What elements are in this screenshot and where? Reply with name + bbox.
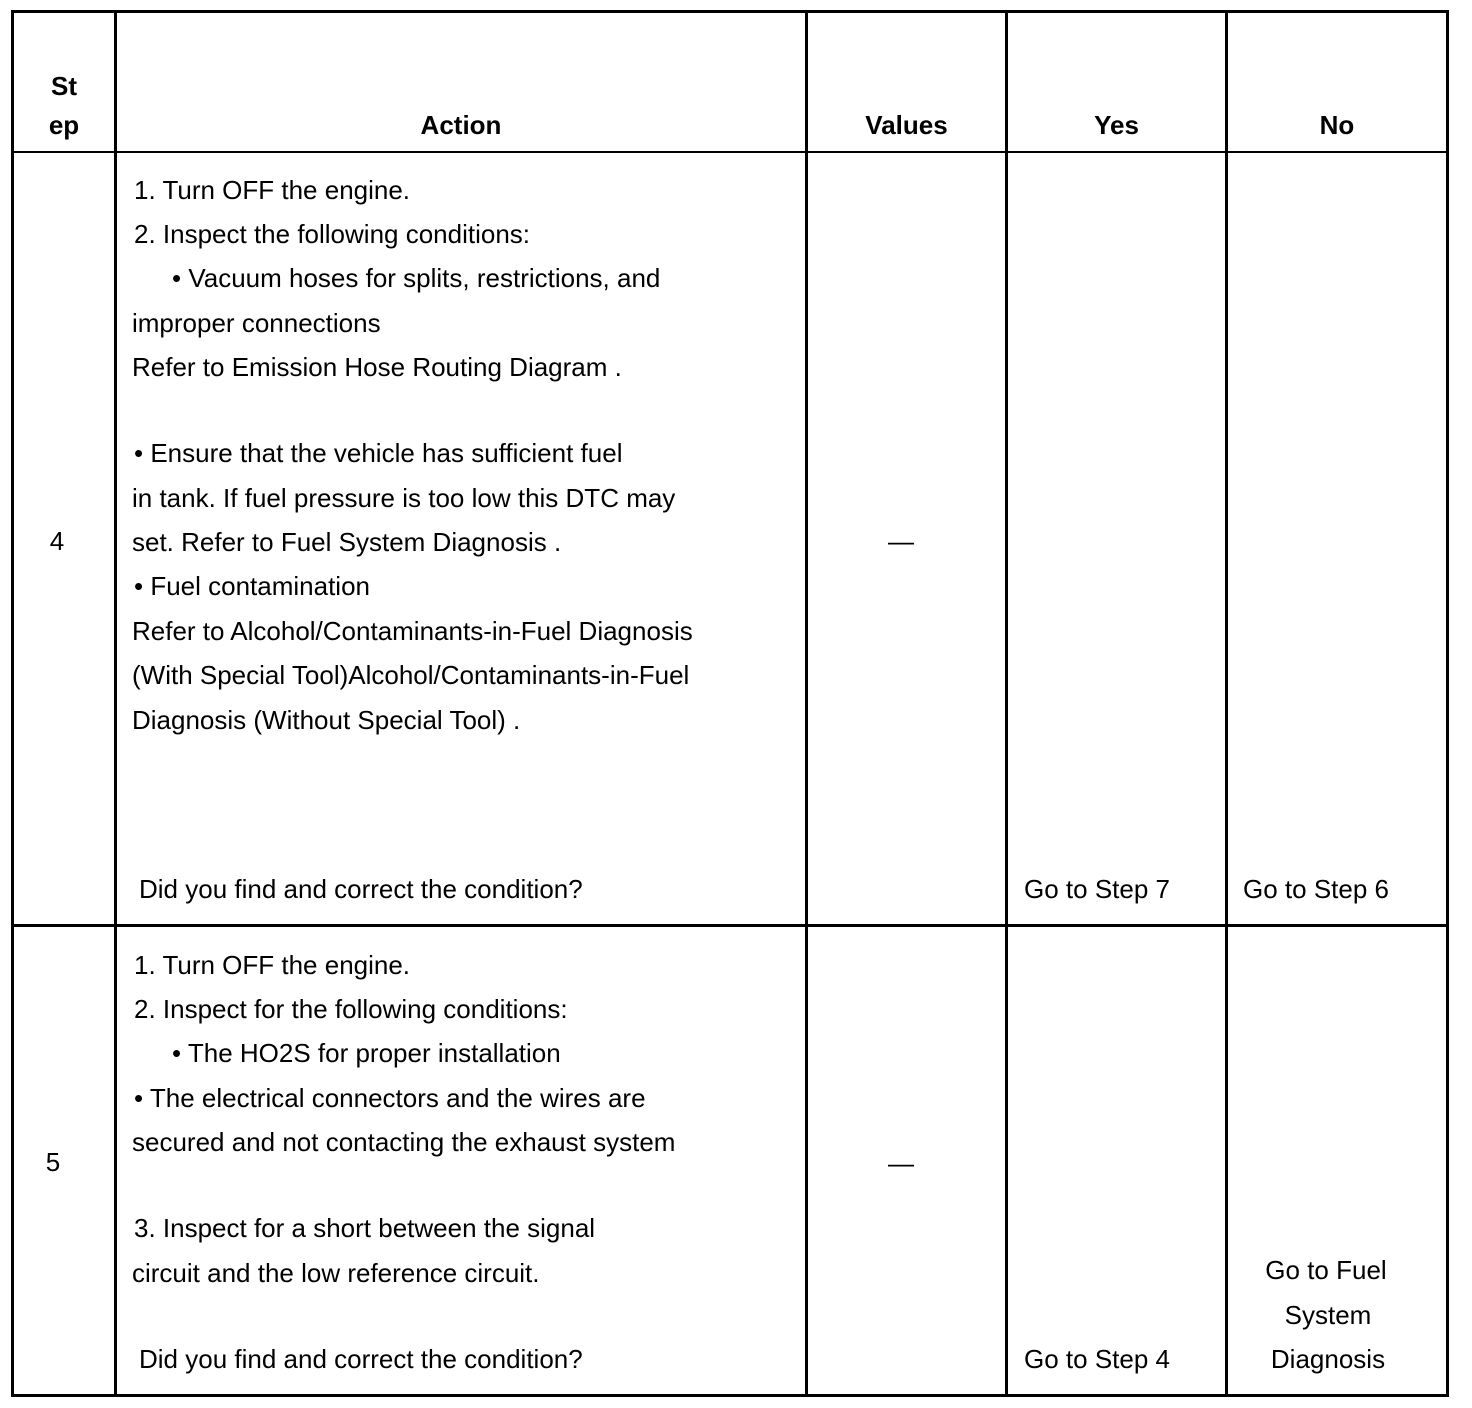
table-border-bottom: [11, 1394, 1449, 1397]
action-line: secured and not contacting the exhaust system: [132, 1127, 676, 1157]
col-divider-values: [1005, 10, 1008, 1397]
action-line: Diagnosis (Without Special Tool) .: [132, 705, 521, 735]
yes-cell: Go to Step 4: [1024, 1344, 1170, 1374]
step-number: 5: [45, 1147, 61, 1177]
header-step-line1: St: [51, 71, 77, 101]
action-line: Refer to Alcohol/Contaminants-in-Fuel Diagnosis: [132, 616, 693, 646]
action-line: set. Refer to Fuel System Diagnosis .: [132, 527, 562, 557]
col-divider-yes: [1225, 10, 1228, 1397]
action-line: • Vacuum hoses for splits, restrictions, and: [172, 263, 661, 293]
table-border-top: [11, 10, 1449, 13]
header-values: Values: [865, 110, 948, 140]
no-cell-line: Go to Fuel: [1265, 1255, 1387, 1285]
action-line: (With Special Tool)Alcohol/Contaminants-in-Fuel: [132, 660, 690, 690]
header-step-line2: ep: [48, 110, 80, 140]
row-divider: [11, 924, 1449, 927]
table-border-left: [11, 10, 14, 1397]
action-line: Refer to Emission Hose Routing Diagram .: [132, 352, 622, 382]
header-action: Action: [420, 110, 502, 140]
no-cell-line: Diagnosis: [1270, 1344, 1386, 1374]
values-cell: —: [888, 526, 914, 556]
action-line: • Fuel contamination: [134, 571, 371, 601]
values-cell: —: [888, 1148, 914, 1178]
no-cell-line: System: [1284, 1300, 1372, 1330]
action-line: 1. Turn OFF the engine.: [134, 175, 411, 205]
header-no: No: [1319, 110, 1355, 140]
yes-cell: Go to Step 7: [1024, 874, 1170, 904]
header-divider: [11, 151, 1449, 153]
step-number: 4: [49, 526, 65, 556]
action-line: • Ensure that the vehicle has sufficient fuel: [134, 438, 623, 468]
col-divider-action: [805, 10, 808, 1397]
action-line: in tank. If fuel pressure is too low this DTC may: [132, 483, 676, 513]
header-yes: Yes: [1094, 110, 1139, 140]
action-line: • The HO2S for proper installation: [172, 1038, 561, 1068]
no-cell: Go to Step 6: [1243, 874, 1389, 904]
action-line: 1. Turn OFF the engine.: [134, 950, 411, 980]
col-divider-step: [114, 10, 117, 1397]
action-line: improper connections: [132, 308, 381, 338]
action-question: Did you find and correct the condition?: [139, 874, 583, 904]
action-line: circuit and the low reference circuit.: [132, 1258, 540, 1288]
action-question: Did you find and correct the condition?: [139, 1344, 583, 1374]
table-border-right: [1446, 10, 1449, 1397]
action-line: • The electrical connectors and the wires are: [134, 1083, 646, 1113]
action-line: 3. Inspect for a short between the signal: [134, 1213, 596, 1243]
action-line: 2. Inspect for the following conditions:: [134, 994, 568, 1024]
action-line: 2. Inspect the following conditions:: [134, 219, 531, 249]
